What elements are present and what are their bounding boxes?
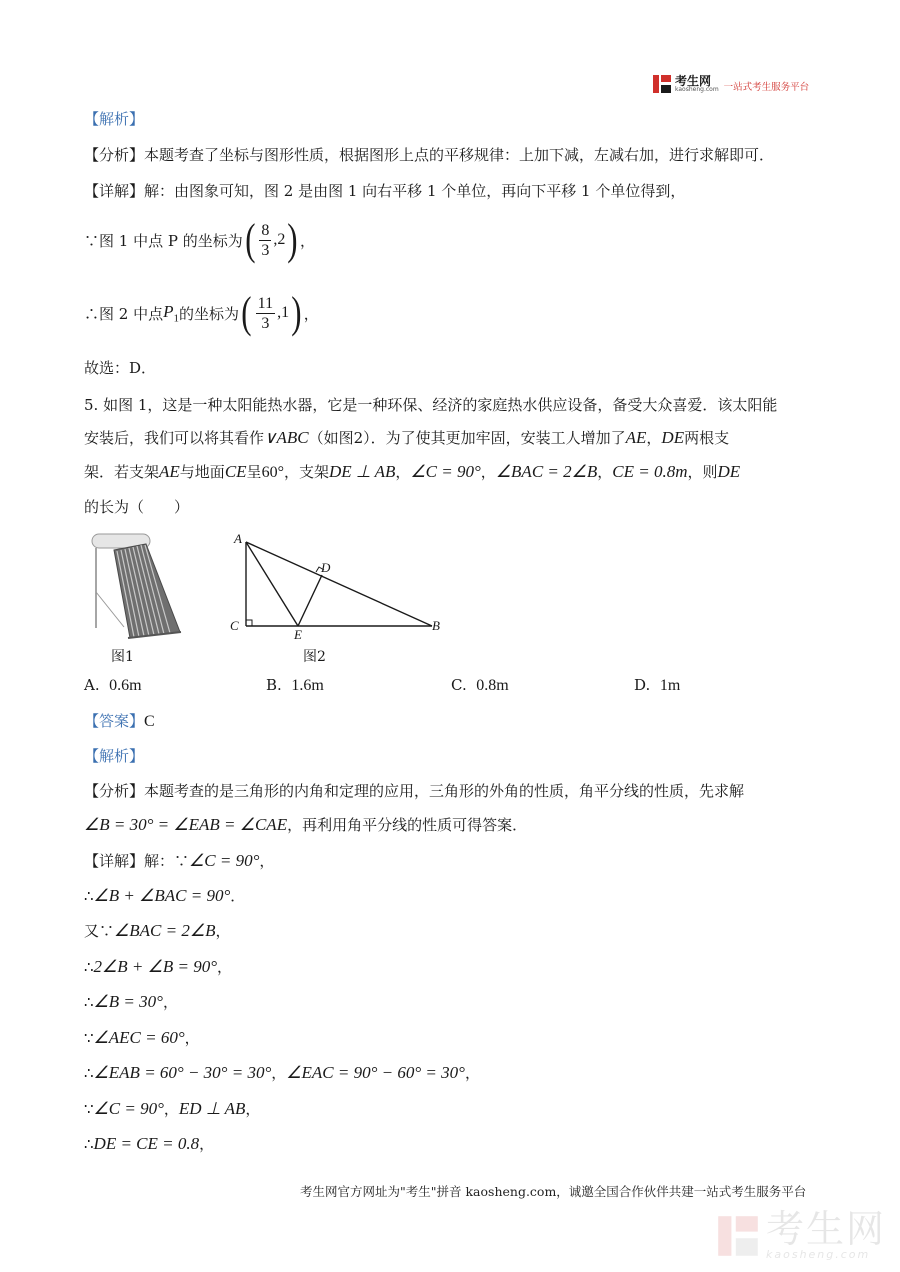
prev-fenxi-text: 本题考查了坐标与图形性质，根据图形上点的平移规律：上加下减，左减右加，进行求解即可． xyxy=(144,146,775,164)
point-p-y: ,2 xyxy=(273,231,286,248)
option-a: A. 0.6m xyxy=(84,676,142,694)
point-label-e: E xyxy=(294,627,302,642)
solution-step: ∵∠C = 90°，ED ⊥ AB， xyxy=(84,1099,261,1118)
fraction-denominator: 3 xyxy=(261,241,270,259)
fraction-numerator: 8 xyxy=(261,221,270,239)
prev-point-p1-mid: 的坐标为 xyxy=(178,304,239,323)
prev-point-p-line: ∵图 1 中点 P 的坐标为 ( $\frac{8}{3}$ ,2 ) ， xyxy=(84,215,316,264)
solution-step: ∴2∠B + ∠B = 90°， xyxy=(84,957,233,976)
footer-text: 考生网官方网址为"考生"拼音 kaosheng.com，诚邀全国合作伙伴共建一站式考生服务平台 xyxy=(300,1184,807,1199)
prev-fenxi-tag: 【分析】 xyxy=(84,146,145,164)
prev-xiangjie xyxy=(84,181,685,201)
option-b: B. 1.6m xyxy=(266,676,324,694)
prev-xiangjie-tag: 【详解】 xyxy=(84,182,145,200)
prev-fenxi xyxy=(84,145,774,165)
point-label-b: B xyxy=(432,618,440,633)
segment-ae xyxy=(246,542,298,626)
trailing-comma: ， xyxy=(300,231,316,250)
point-p1-y: ,1 xyxy=(277,304,290,321)
kaosheng-logo-icon xyxy=(652,74,672,94)
logo-slogan: 一站式考生服务平台 xyxy=(723,81,810,93)
point-p1-var: $P_1$ xyxy=(163,301,179,325)
fraction-11-3 xyxy=(256,294,275,333)
figure2-triangle xyxy=(228,530,448,642)
prev-xiangjie-text: 解：由图象可知，图 2 是由图 1 向右平移 1 个单位，再向下平移 1 个单位得到， xyxy=(144,182,686,200)
fraction-8-3 xyxy=(259,221,271,260)
q5-fenxi: 【分析】本题考查的是三角形的内角和定理的应用，三角形的外角的性质，角平分线的性质，先求解 xyxy=(84,782,745,800)
header-logo xyxy=(652,74,809,94)
q5-line1: 5. 如图 1，这是一种太阳能热水器，它是一种环保、经济的家庭热水供应设备，备受大众喜爱．该太阳能 xyxy=(84,396,778,414)
prev-jiexi-tag: 【解析】 xyxy=(84,110,145,128)
prev-point-p1-line: ∴图 2 中点 $P_1$ 的坐标为 ( $\frac{11}{3}$ ,1 ) ， xyxy=(84,288,319,337)
figure1-label: 图1 xyxy=(111,649,134,665)
fraction-numerator: 11 xyxy=(257,294,274,312)
point-label-d: D xyxy=(321,560,331,575)
q5-line4: 的长为（ ） xyxy=(84,498,190,516)
prev-point-p-text: ∵图 1 中点 P 的坐标为 xyxy=(84,231,243,250)
watermark-name: 考生网 xyxy=(766,1207,887,1251)
solution-step: ∴∠B = 30°， xyxy=(84,992,178,1011)
option-c: C. 0.8m xyxy=(451,676,509,694)
solution-step: ∴∠EAB = 60° − 30° = 30°，∠EAC = 90° − 60° = 30°， xyxy=(84,1063,480,1082)
q5-xiangjie: 【详解】解：∵∠C = 90°， xyxy=(84,851,275,870)
point-label-c: C xyxy=(230,618,239,633)
figure2-label: 图2 xyxy=(303,649,326,665)
q5-fenxi-cont: ∠B = 30° = ∠EAB = ∠CAE，再利用角平分线的性质可得答案． xyxy=(84,815,528,834)
watermark xyxy=(716,1207,887,1261)
q5-line3: 架．若支架AE与地面CE呈60°，支架DE ⊥ AB，∠C = 90°，∠BAC = 2∠B，CE = 0.8m，则DE xyxy=(84,462,741,481)
solution-step: 又∵∠BAC = 2∠B， xyxy=(84,921,231,940)
q5-jiexi-tag: 【解析】 xyxy=(84,747,145,765)
solution-step: ∴∠B + ∠BAC = 90°． xyxy=(84,886,246,905)
point-label-a: A xyxy=(234,531,242,546)
logo-domain: kaosheng.com xyxy=(675,86,719,93)
watermark-logo-icon xyxy=(716,1214,760,1258)
q5-answer: 【答案】C xyxy=(84,712,155,730)
prev-point-p1-pre: ∴图 2 中点 xyxy=(84,304,164,323)
watermark-domain: kaosheng.com xyxy=(766,1248,871,1261)
trailing-comma: ， xyxy=(303,304,319,323)
segment-ab xyxy=(246,542,432,626)
triangle-abc: ∨ABC xyxy=(264,428,309,447)
option-d: D. 1m xyxy=(634,676,681,694)
logo-name: 考生网 xyxy=(675,74,712,88)
right-angle-c xyxy=(246,620,252,626)
segment-ed xyxy=(298,575,322,626)
solution-step: ∴DE = CE = 0.8， xyxy=(84,1134,215,1153)
q5-line2: 安装后，我们可以将其看作∨ABC（如图2）．为了使其更加牢固，安装工人增加了AE，DE两根支 xyxy=(84,428,730,447)
prev-answer: 故选：D． xyxy=(84,359,157,377)
fraction-denominator: 3 xyxy=(261,314,270,332)
figure1-solar-heater xyxy=(84,532,184,642)
solution-step: ∵∠AEC = 60°， xyxy=(84,1028,200,1047)
